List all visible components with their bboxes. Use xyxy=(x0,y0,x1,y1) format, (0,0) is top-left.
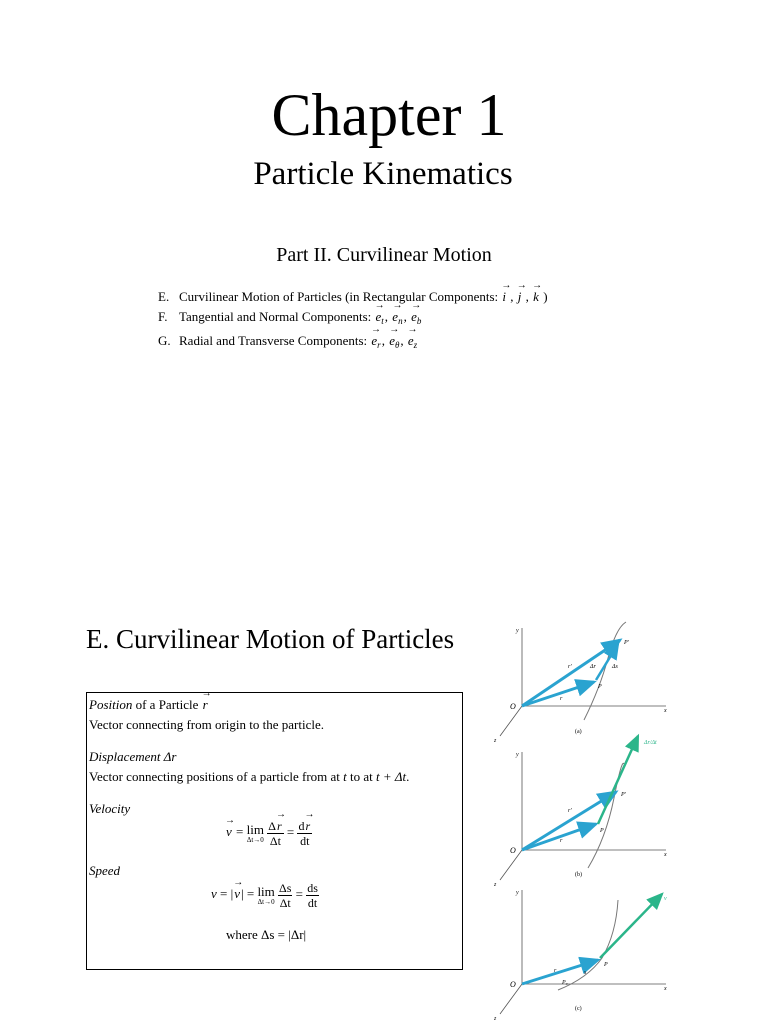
caption-a: (a) xyxy=(575,729,582,735)
speed-equation: v = |→ v| = lim Δt→0 $\frac{\Delta s}{\Delta t}$ = $\frac{ds}{dt}$ xyxy=(89,881,460,923)
svg-text:s: s xyxy=(584,970,587,976)
figure-a xyxy=(493,622,667,744)
chapter-subtitle: Particle Kinematics xyxy=(253,156,513,192)
svg-text:z: z xyxy=(494,738,497,744)
topic-letter: G. xyxy=(158,333,171,348)
topic-letter: E. xyxy=(158,289,170,304)
unit-vector-j: → j xyxy=(517,287,523,307)
svg-text:z: z xyxy=(494,1016,497,1022)
velocity-equation: → v = lim Δt→0 $\frac{\Delta\to r}{\Delta t}$ = $\frac{d\to r}{dt}$ xyxy=(89,819,460,861)
unit-vector-k: → k xyxy=(532,287,540,307)
topic-item-f: F. Tangential and Normal Components: → $e_t$, → $e_n$, → $e_b$ xyxy=(158,307,548,331)
position-vector-rprime xyxy=(522,640,620,706)
position-rest: of a Particle xyxy=(132,697,199,712)
svg-text:P′: P′ xyxy=(624,640,629,646)
svg-text:P₀: P₀ xyxy=(562,980,568,986)
topic-text: Curvilinear Motion of Particles (in Rectangular Components: xyxy=(179,289,499,304)
trajectory-curve xyxy=(584,622,626,720)
part-title: Part II. Curvilinear Motion xyxy=(276,244,492,266)
svg-text:Δs: Δs xyxy=(612,664,618,670)
position-vector-rprime xyxy=(522,792,616,850)
velocity-label: Velocity xyxy=(89,801,131,816)
topic-item-g: G. Radial and Transverse Components: → $e_r$, → $e_\theta$, → $e_z$ xyxy=(158,331,548,355)
unit-vector-etheta: → $e_\theta$ xyxy=(388,331,400,355)
caption-b: (b) xyxy=(575,872,582,878)
topic-item-e: E. Curvilinear Motion of Particles (in Rectangular Components: → i , → j , → k ) xyxy=(158,287,548,307)
svg-text:v: v xyxy=(664,896,667,902)
position-vector-r xyxy=(522,960,598,984)
svg-text:x: x xyxy=(664,986,667,992)
svg-text:P: P xyxy=(598,684,602,690)
svg-text:P′: P′ xyxy=(621,792,626,798)
topic-close: ) xyxy=(543,289,548,304)
unit-vector-et: → $e_t$ xyxy=(375,307,385,331)
position-line xyxy=(89,695,460,715)
figure-b xyxy=(493,736,667,888)
topic-text: Tangential and Normal Components: xyxy=(179,309,372,324)
displacement-line xyxy=(89,747,460,767)
section-heading: E. Curvilinear Motion of Particles xyxy=(86,624,455,654)
average-velocity-vector xyxy=(598,736,638,824)
svg-text:x: x xyxy=(664,708,667,714)
svg-text:Δr: Δr xyxy=(590,664,596,670)
figure-c xyxy=(493,890,667,1022)
displacement-label: Displacement xyxy=(89,749,161,764)
origin-label: O xyxy=(510,702,516,711)
svg-text:r: r xyxy=(554,968,557,974)
svg-text:O: O xyxy=(510,846,516,855)
svg-text:Δr/Δt: Δr/Δt xyxy=(644,740,657,746)
caption-c: (c) xyxy=(575,1006,582,1012)
topic-list xyxy=(158,287,548,355)
svg-text:z: z xyxy=(494,882,497,888)
svg-text:P: P xyxy=(604,962,608,968)
unit-vector-ez: → $e_z$ xyxy=(407,331,418,355)
topic-letter: F. xyxy=(158,309,168,324)
chapter-title: Chapter 1 xyxy=(271,82,507,148)
svg-text:y: y xyxy=(516,752,519,758)
svg-text:r′: r′ xyxy=(568,664,572,670)
svg-text:x: x xyxy=(664,852,667,858)
svg-text:y: y xyxy=(516,628,519,634)
unit-vector-en: → $e_n$ xyxy=(391,307,403,331)
unit-vector-eb: → $e_b$ xyxy=(410,307,422,331)
speed-label: Speed xyxy=(89,863,121,878)
position-description: Vector connecting from origin to the particle. xyxy=(89,717,325,732)
where-text: where Δs = |Δr| xyxy=(226,927,307,942)
unit-vector-i: → i xyxy=(501,287,507,307)
svg-text:P: P xyxy=(600,828,604,834)
svg-text:r: r xyxy=(560,696,563,702)
position-label: Position xyxy=(89,697,133,712)
unit-vector-er: → $e_r$ xyxy=(370,331,381,355)
svg-text:y: y xyxy=(516,890,519,896)
svg-text:r′: r′ xyxy=(568,808,572,814)
svg-text:r: r xyxy=(560,838,563,844)
svg-text:O: O xyxy=(510,980,516,989)
topic-text: Radial and Transverse Components: xyxy=(179,333,368,348)
velocity-vector xyxy=(600,894,662,958)
motion-figures xyxy=(488,618,670,1022)
displacement-description: Vector connecting positions of a particle from at t to at t + Δt. xyxy=(89,769,410,784)
position-symbol: → r xyxy=(202,695,209,715)
definitions-box xyxy=(86,692,463,970)
displacement-symbol: Δr xyxy=(163,749,177,764)
position-vector-r xyxy=(522,682,594,706)
